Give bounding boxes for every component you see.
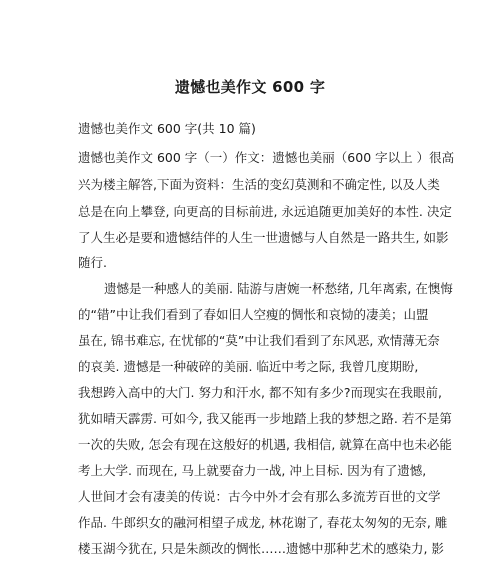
paragraph-line: 的“错”中让我们看到了春如旧人空瘦的惆怅和哀恸的凄美；山盟 (78, 307, 429, 322)
document-title: 遗憾也美作文 600 字 (174, 78, 326, 96)
paragraph-line: 了人生必是要和遗憾结伴的人生一世遗憾与人自然是一路共生, 如影 (78, 230, 449, 245)
paragraph-line: 的哀美. 遗憾是一种破碎的美丽. 临近中考之际, 我曾几度期盼, (78, 359, 419, 374)
paragraph-line: 虽在, 锦书难忘, 在忧郁的“莫”中让我们看到了东风恶, 欢情薄无奈 (78, 333, 440, 348)
paragraph-line: 总是在向上攀登, 向更高的目标前进, 永远追随更加美好的本性. 决定 (78, 204, 452, 219)
paragraph-line: 一次的失败, 怎会有现在这般好的机遇, 我相信, 就算在高中也未必能 (78, 437, 452, 452)
paragraph-line: 我想跨入高中的大门. 努力和汗水, 都不知有多少?而现实在我眼前, (78, 385, 443, 400)
paragraph-line: 兴为楼主解答,下面为资料：生活的变幻莫测和不确定性, 以及人类 (78, 177, 440, 192)
paragraph-line: 遗憾也美作文 600 字（一）作文：遗憾也美丽（600 字以上 ）很高 (78, 150, 455, 165)
paragraph-line: 人世间才会有凄美的传说：古今中外才会有那么多流芳百世的文学 (78, 489, 441, 504)
paragraph-line: 楼玉湖今犹在, 只是朱颜改的惆怅……遗憾中那种艺术的感染力, 影 (78, 541, 444, 556)
paragraph-line: 随行. (78, 255, 107, 270)
paragraph-line: 遗憾是一种感人的美丽. 陆游与唐婉一杯愁绪, 几年离索, 在懊悔 (104, 281, 453, 296)
paragraph-line: 作品. 牛郎织女的融河相望子成龙, 林花谢了, 春花太匆匆的无奈, 雕 (78, 515, 448, 530)
paragraph-line: 考上大学. 而现在, 马上就要奋力一战, 冲上目标. 因为有了遗憾, (78, 463, 427, 478)
paragraph-line: 犹如晴天霹雳. 可如今, 我又能再一步地踏上我的梦想之路. 若不是第 (78, 411, 452, 426)
subtitle-line: 遗憾也美作文 600 字(共 10 篇) (78, 121, 256, 136)
